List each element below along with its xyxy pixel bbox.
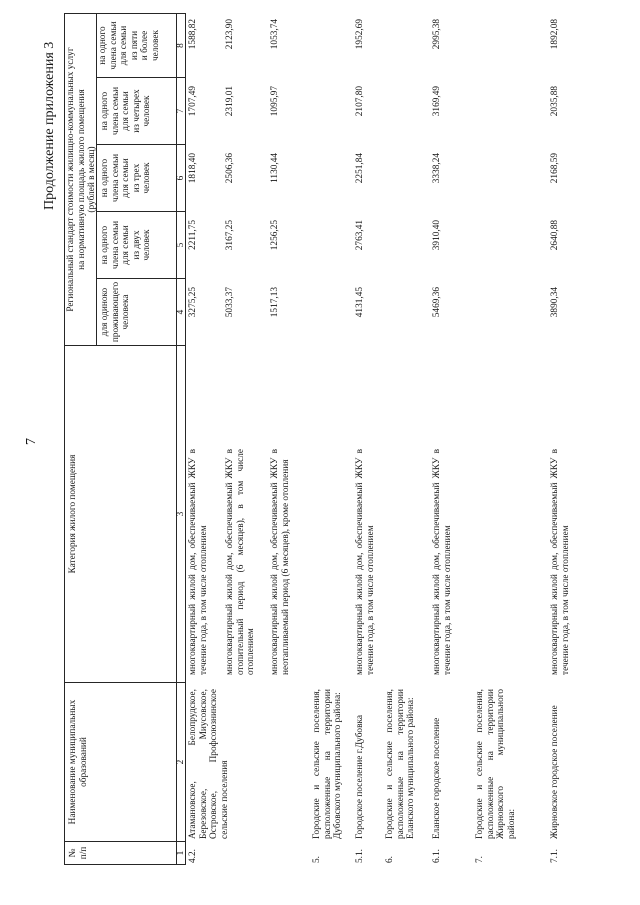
- municipality-name: Жирновское городское поселение: [550, 705, 560, 839]
- housing-category: многоквартирный жилой дом, обеспечиваемый ЖКУ в течение года, в том числе отоплением: [550, 449, 571, 675]
- value-family-3: 1818,40: [188, 153, 198, 184]
- row-number: 6.: [385, 856, 395, 863]
- appendix-caption: Продолжение приложения 3: [42, 41, 57, 210]
- col-index-4: 4: [176, 309, 186, 315]
- value-family-2: 2640,88: [550, 220, 560, 251]
- col-index-6: 6: [176, 175, 186, 181]
- value-family-5plus: 1952,69: [355, 19, 365, 50]
- municipality-name: Городские и сельские поселения, расположенные на территории Еланского муниципального района:: [385, 689, 417, 839]
- header-regional-standard: Региональный стандарт стоимости жилищно-коммунальных услуг на нормативную площадь жилого помещения (рублей в месяц): [66, 47, 98, 312]
- value-single: 4131,45: [355, 287, 365, 318]
- table-border-top: [64, 13, 65, 865]
- subheader-family-4: на одного члена семьи для семьи из четырех человек: [100, 86, 153, 136]
- municipality-name: Городское поселение г.Дубовка: [355, 715, 365, 839]
- housing-category: многоквартирный жилой дом, обеспечиваемый ЖКУ в отопительный период (6 месяцев), в том числе отоплением: [225, 449, 257, 675]
- col-index-5: 5: [176, 242, 186, 248]
- value-family-5plus: 2123,90: [225, 19, 235, 50]
- value-family-5plus: 1053,74: [270, 19, 280, 50]
- housing-category: многоквартирный жилой дом, обеспечиваемый ЖКУ в течение года, в том числе отоплением: [432, 449, 453, 675]
- housing-category: многоквартирный жилой дом, обеспечиваемый ЖКУ в неотапливаемый период (6 месяцев), кроме отопления: [270, 449, 291, 675]
- municipality-name: Атамановское, Белопрудское, Березовское, Миусовское, Островское, Профсоюзнинское сельские поселения: [188, 689, 230, 839]
- value-family-2: 3910,40: [432, 220, 442, 251]
- value-single: 5469,36: [432, 287, 442, 318]
- municipality-name: Городские и сельские поселения, расположенные на территории Жирновского муниципального района:: [475, 689, 517, 839]
- value-family-5plus: 1892,08: [550, 19, 560, 50]
- value-family-2: 3167,25: [225, 220, 235, 251]
- value-family-2: 2211,75: [188, 220, 198, 250]
- housing-category: многоквартирный жилой дом, обеспечиваемый ЖКУ в течение года, в том числе отоплением: [188, 449, 209, 675]
- value-family-2: 1256,25: [270, 220, 280, 251]
- col-index-1: 1: [176, 850, 186, 856]
- value-family-4: 1095,97: [270, 86, 280, 117]
- row-number: 5.: [312, 856, 322, 863]
- col-index-8: 8: [176, 43, 186, 48]
- col-index-2: 2: [176, 759, 186, 765]
- value-family-4: 2035,88: [550, 86, 560, 117]
- col-index-7: 7: [176, 108, 186, 114]
- col-index-3: 3: [176, 511, 186, 517]
- row-number: 4.2.: [188, 849, 198, 863]
- header-category: Категория жилого помещения: [68, 454, 78, 574]
- value-family-4: 2319,01: [225, 86, 235, 117]
- value-single: 1517,13: [270, 287, 280, 318]
- value-family-4: 1707,49: [188, 86, 198, 117]
- subheader-single: для одиноко проживающего человека: [100, 281, 132, 343]
- value-family-3: 1130,44: [270, 153, 280, 183]
- value-family-5plus: 2995,38: [432, 19, 442, 50]
- value-family-5plus: 1588,82: [188, 19, 198, 50]
- value-family-3: 2506,36: [225, 153, 235, 184]
- value-single: 5033,37: [225, 287, 235, 318]
- row-number: 7.: [475, 856, 485, 863]
- col-divider-3: [64, 345, 185, 346]
- value-family-4: 3169,49: [432, 86, 442, 117]
- municipality-name: Городские и сельские поселения, расположенные на территории Дубовского муниципального района:: [312, 689, 344, 839]
- value-family-3: 2168,59: [550, 153, 560, 184]
- value-single: 3890,34: [550, 287, 560, 318]
- page-number: 7: [24, 438, 39, 445]
- header-municipality: Наименование муниципальных образований: [68, 699, 89, 825]
- value-family-2: 2763,41: [355, 220, 365, 251]
- value-single: 3275,25: [188, 287, 198, 318]
- value-family-4: 2107,80: [355, 86, 365, 117]
- subheader-family-2: на одного члена семьи для семьи из двух человек: [100, 220, 153, 270]
- subheader-family-3: на одного члена семьи для семьи из трех человек: [100, 153, 153, 203]
- row-number: 7.1.: [550, 849, 560, 863]
- municipality-name: Еланское городское поселение: [432, 717, 442, 839]
- row-number: 6.1.: [432, 849, 442, 863]
- table-border-left: [64, 864, 185, 865]
- housing-category: многоквартирный жилой дом, обеспечиваемый ЖКУ в течение года, в том числе отоплением: [355, 449, 376, 675]
- row-number: 5.1.: [355, 849, 365, 863]
- subheader-family-5plus: на одного члена семьи для семьи из пяти и более человек: [98, 21, 161, 70]
- value-family-3: 3338,24: [432, 153, 442, 184]
- value-family-3: 2251,84: [355, 153, 365, 184]
- header-num: № п/п: [68, 846, 89, 860]
